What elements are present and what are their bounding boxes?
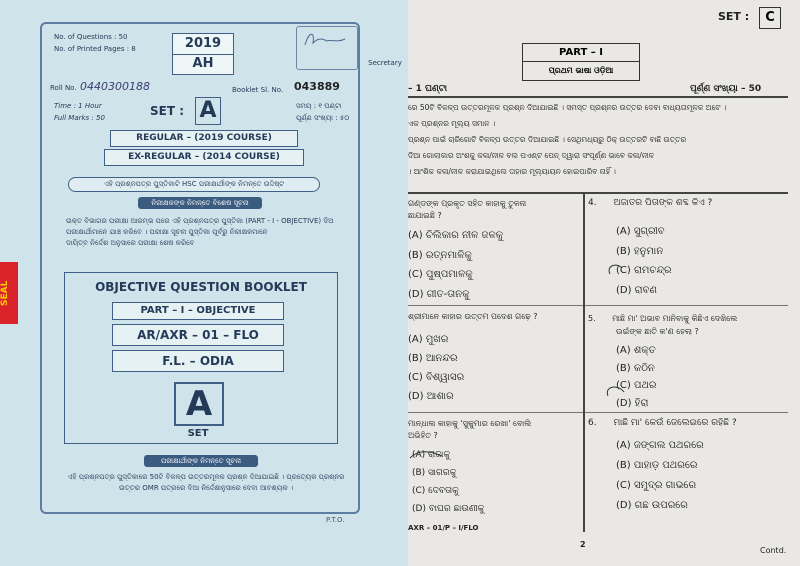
booklet-title: OBJECTIVE QUESTION BOOKLET [95,280,307,294]
question-4 [588,198,712,208]
question-6-options [616,436,704,516]
regular-course: REGULAR – (2019 COURSE) [110,130,298,147]
question-6 [588,418,737,428]
question-text: ମାଛି ମା' ଅଭାବ ମାନିବାକୁ କିଛିଏ ଦେଖିଲେ [612,314,738,323]
candidate-heading: ପରୀକ୍ଷାର୍ଥୀଙ୍କ ନିମନ୍ତେ ସୂଚନା [144,455,258,467]
page-number: 2 [580,540,586,549]
question-3 [408,418,578,442]
big-set-letter: A [174,382,224,426]
set-value-box: C [759,7,781,29]
option-c: (C) ପୁଷ୍ପମାଳକୁ [408,269,473,280]
pen-mark-icon [408,448,448,462]
divider [408,96,788,98]
no-of-questions: No. of Questions : 50 [54,33,128,41]
option-a: (A) ମୁଖର [408,334,449,345]
question-2-options [408,330,464,406]
invigilator-instructions [66,216,346,249]
hsc-note: ଏହି ପ୍ରଶ୍ନପତ୍ର ପୁସ୍ତିକାଟି HSC ପରୀକ୍ଷାର୍ଥୀଙ୍କ ନିମନ୍ତେ ଉଦ୍ଦିଷ୍ଟ [68,177,320,192]
roll-no-value: 0440300188 [80,80,150,93]
option-d: (D) ଗଛ ଉପରରେ [616,500,688,511]
set-label: SET : [718,10,750,23]
question-number: 5. [588,314,596,323]
question-number: 4. [588,198,597,208]
question-text: ମାନ୍ଧାଳା କାହାକୁ 'ସୁକୁମାର ରେଖା' ବୋଲି [408,419,532,428]
subject: F.L. – ODIA [112,350,284,372]
paper-code-short: AH [173,54,233,73]
candidate-line: ଉତ୍ତର OMR ପତ୍ରରେ ଦିଆ ନିର୍ଦ୍ଦେଶାନୁସାରେ ଦେବା ଆବଶ୍ୟକ । [118,484,294,492]
divider [408,305,788,306]
pen-mark-icon [604,254,664,404]
option-c: (C) ବିଶ୍ୱାସର [408,372,465,383]
no-of-printed-pages: No. of Printed Pages : 8 [54,45,136,53]
contd-label: Contd. [760,546,787,555]
booklet-sl-value: 043889 [294,80,340,93]
instruction-line: ରେ 50ଟି ବିକଳ୍ପ ଉତ୍ତରମୂଳକ ପ୍ରଶ୍ନ ଦିଆଯାଇଛି । ସମସ୍ତ ପ୍ରଶ୍ନର ଉତ୍ତର ଦେବା ବାଧ୍ୟତାମୂଳକ ଅଟେ । [408,103,727,112]
part-label: PART – I [523,44,639,62]
paper-code: AR/AXR – 01 – FLO [112,324,284,346]
candidate-line: ଏହି ପ୍ରଶ୍ନପତ୍ର ପୁସ୍ତିକାରେ 50ଟି ବିକଳ୍ପ ଉତ୍ତରମୂଳକ ପ୍ରଶ୍ନ ଦିଆଯାଇଛି । ପ୍ରତ୍ୟେକ ପ୍ରଶ୍ନର [67,473,345,481]
time-label: Time : 1 Hour [54,102,102,110]
option-b: (B) କଠିନ [616,362,655,374]
divider [408,192,788,194]
odia-marks: ପୂର୍ଣ୍ଣ ସଂଖ୍ୟା : ୫୦ [296,114,350,122]
full-marks-label: ପୂର୍ଣ୍ଣ ସଂଖ୍ୟା – 50 [690,84,762,94]
divider [408,412,788,413]
option-a: (A) ଜଙ୍ଗଲ ପଥରରେ [616,440,704,451]
option-c: (C) ସମୁଦ୍ର ଗାଭରେ [616,480,697,491]
question-number: 6. [588,418,597,428]
part-box [522,43,640,81]
option-b: (B) ହନୁମାନ [616,245,664,257]
question-1-options [408,226,503,304]
question-text: ଅଭିହିତ ? [408,431,438,440]
signature-icon [297,27,355,53]
option-b: (B) ସାଗରକୁ [412,468,457,478]
option-c: (C) ପଥର [616,380,657,391]
option-a: (A) ଶକ୍ତ [616,345,656,356]
option-b: (B) ପାହାଡ଼ ପଥରରେ [616,460,698,471]
roll-no-label: Roll No. [50,84,77,92]
question-1 [408,198,578,222]
set-word: SET [187,428,209,439]
instruction-line: ପ୍ରଶ୍ନ ପାଇଁ ଚାରିଗୋଟି ବିକଳ୍ପ ଉତ୍ତର ଦିଆଯାଇଛି । ସେଥିମଧ୍ୟରୁ ଠିକ୍ ଉତ୍ତରଟି ବାଛି ଉତ୍ତର [408,135,687,144]
invigilator-line: ଦାୟିତ୍ବ ନିର୍ଦ୍ଦେଶ ଅନୁସାରେ ପରୀକ୍ଷା ଶେଷ କରିବେ [66,239,195,247]
invigilator-line: ଉକ୍ତ ବିଭାଗର ପରୀକ୍ଷା ଆରମ୍ଭ ପରେ ଏହି ପ୍ରଶ୍ନପତ୍ର ପୁସ୍ତିକା (PART - I - OBJECTIVE) ଦିଅ [66,217,334,225]
seal-tab: SEAL [0,262,18,324]
option-a: (A) ଚିଲିକାର ନୀଳ ଜଳକୁ [408,230,504,241]
year-code-box [172,33,234,75]
option-d: (D) ବାଘର ଛାଉଣୀକୁ [412,504,485,514]
instruction-line: ଦିଆ ଗୋଲାକାର ଅଂଶକୁ କଳା/ନୀଳ ବଲ ପଏଣ୍ଟ ପେନ୍ ଦ୍ୱାରା ସଂପୂର୍ଣ୍ଣ ଭାବେ କଳା/ନୀଳ [408,151,655,160]
set-label: SET : [150,104,185,118]
option-c: (C) ଦେବତାକୁ [412,486,459,496]
question-text: ଅଜାତର ପିତାଙ୍କ ଶବ୍ଦ କିଏ ? [613,198,713,208]
question-2: ଶ୍ରୀମାନେ କାହାର ଉତ୍ତମ ପଦେଶ ଗଢ଼େ ? [408,312,538,321]
instruction-line: ଏକ ପ୍ରଶ୍ନର ମୂଲ୍ୟ ସମାନ । [408,119,496,128]
odia-time: ସମୟ : ୧ ଘଣ୍ଟା [296,102,342,110]
ex-regular-course: EX-REGULAR – (2014 COURSE) [104,149,304,166]
question-page [408,0,800,566]
question-text: ମାଛି ମା' କେଉଁ ଜେଲେଇରେ ରହିଛି ? [613,418,737,428]
instruction-line: । ଆଂଶିକ କଳା/ନୀଳ କରାଯାଇଥିଲେ ତାହାର ମୂଲ୍ୟାୟନ ହୋଇପାରିବ ନାହିଁ । [408,167,616,176]
column-divider [583,192,585,532]
pto-label: P.T.O. [326,516,345,524]
part-odia: ପ୍ରଥମ ଭାଷା ଓଡ଼ିଆ [548,66,614,75]
option-d: (D) ଆଶାର [408,391,454,402]
option-b: (B) ରତ୍ନମାଳିକୁ [408,249,472,261]
secretary-stamp [296,26,402,70]
secretary-label: Secretary [368,59,402,67]
invigilator-heading: ନିରୀକ୍ଷକଙ୍କ ନିମନ୍ତେ ବିଶେଷ ସୂଚନା [138,197,262,209]
instructions [408,100,788,180]
booklet-sl-label: Booklet Sl. No. [232,86,284,94]
option-a: (A) ରାଜାକୁ [412,450,451,460]
option-b: (B) ଆନନ୍ଦର [408,353,458,364]
part-objective: PART – I – OBJECTIVE [112,302,284,320]
option-c: (C) ରାମଚନ୍ଦ୍ର [616,265,672,276]
set-value-box: A [195,97,221,125]
invigilator-line: ପରୀକ୍ଷାର୍ଥୀମାନେ ଯାଞ୍ଚ କରିବେ । ପରୀକ୍ଷା ସୂଚନା ପୁସ୍ତିକା ପୂର୍ବରୁ ନିରୀକ୍ଷକମାନେ [66,228,268,236]
option-d: (D) ଗୀତ-ତାନକୁ [408,288,470,300]
candidate-instructions [64,472,348,494]
question-text: ଛାଯାଇଛି ? [408,211,442,220]
time-label: – 1 ଘଣ୍ଟା [408,84,448,94]
question-text: ଉଇଁଙ୍କ ଛାତି କ'ଣ ହେଲା ? [616,327,699,336]
footer-code: AXR – 01/P – I/FLO [408,524,479,532]
full-marks-label: Full Marks : 50 [54,114,105,122]
option-d: (D) ରାବଣ [616,284,658,296]
question-text: ଗଣ୍ଡଙ୍କ ପ୍ରକୃତ ସହିତ କାହାକୁ ତୁଳନା [408,199,527,208]
year: 2019 [184,36,222,51]
option-d: (D) ହିରା [616,397,649,409]
option-a: (A) ସୁଗ୍ରୀବ [616,226,665,237]
